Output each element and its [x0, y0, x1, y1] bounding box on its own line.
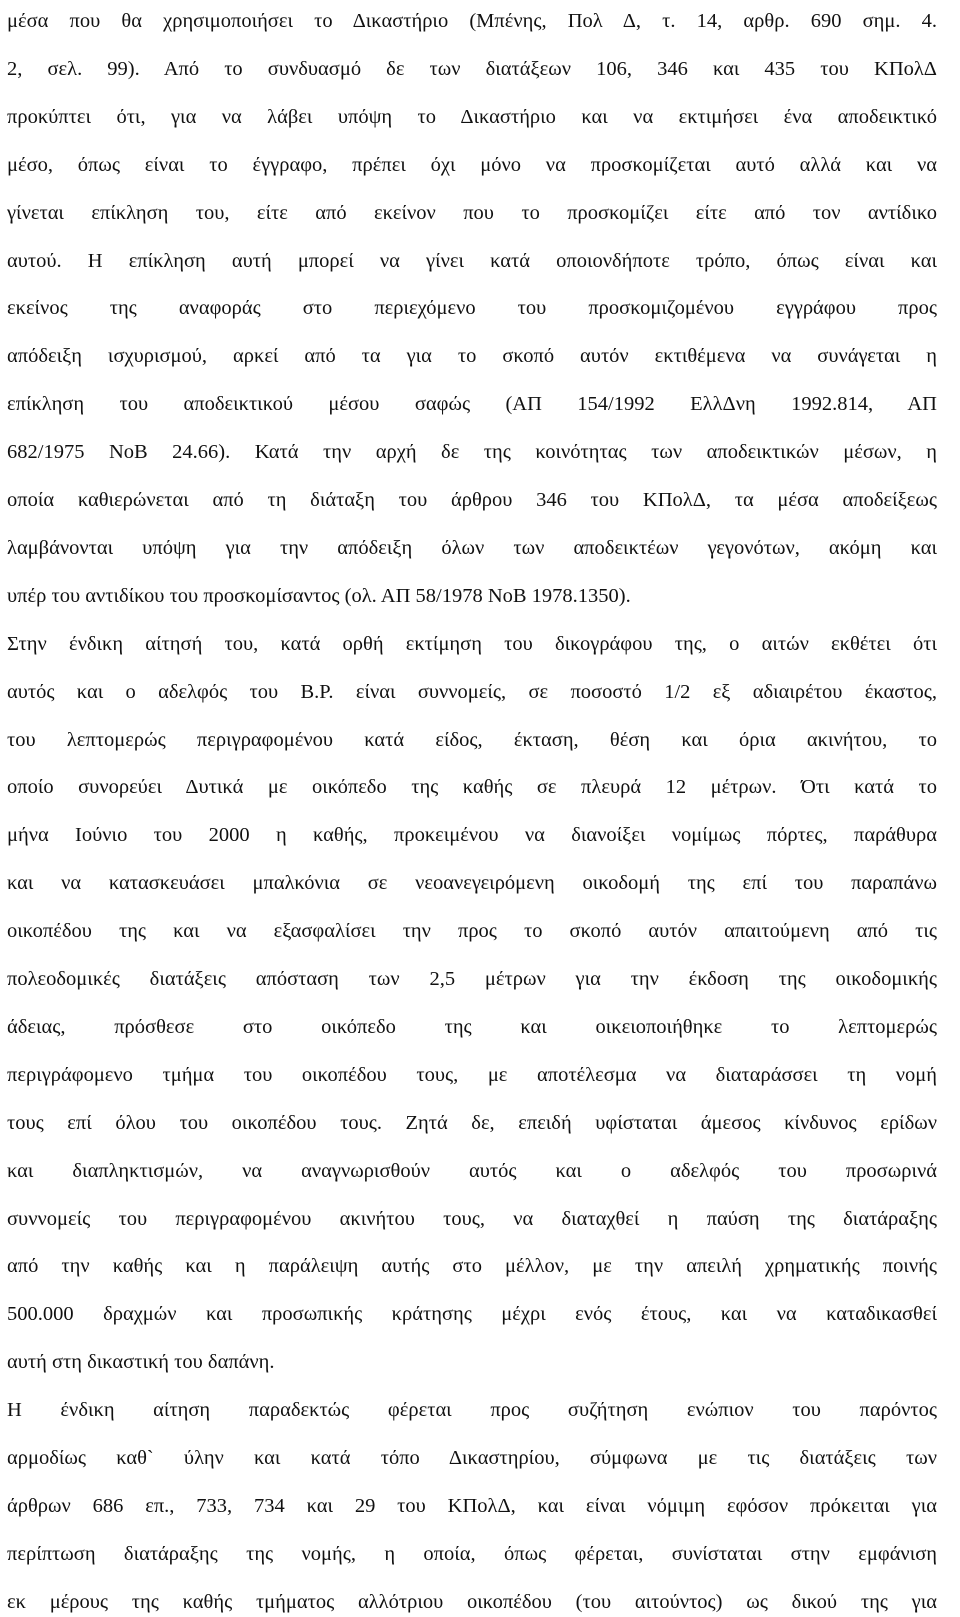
text-line: προκύπτει ότι, για να λάβει υπόψη το Δικαστήριο και να εκτιμήσει ένα αποδεικτικό [7, 105, 937, 128]
text-line: μέσα που θα χρησιμοποιήσει το Δικαστήριο (Μπένης, Πολ Δ, τ. 14, αρθρ. 690 σημ. 4. [7, 10, 937, 32]
text-line: αυτή στη δικαστική του δαπάνη. [7, 1351, 275, 1374]
text-line: άδειας, πρόσθεσε στο οικόπεδο της και οικειοποιήθηκε το λεπτομερώς [7, 1015, 937, 1038]
text-line: εκείνος της αναφοράς στο περιεχόμενο του προσκομιζομένου εγγράφου προς [7, 297, 937, 320]
text-line: Στην ένδικη αίτησή του, κατά ορθή εκτίμηση του δικογράφου της, ο αιτών εκθέτει ότι [7, 632, 937, 655]
text-line: 2, σελ. 99). Από το συνδυασμό δε των διατάξεων 106, 346 και 435 του ΚΠολΔ [7, 57, 937, 80]
text-line: και να κατασκευάσει μπαλκόνια σε νεοανεγειρόμενη οικοδομή της επί του παραπάνω [7, 872, 937, 895]
text-line: από την καθής και η παράλειψη αυτής στο μέλλον, με την απειλή χρηματικής ποινής [7, 1255, 937, 1278]
text-line: εκ μέρους της καθής τμήματος αλλότριου οικοπέδου (του αιτούντος) ως δικού της για [7, 1590, 937, 1613]
text-line: 682/1975 ΝοΒ 24.66). Κατά την αρχή δε της κοινότητας των αποδεικτικών μέσων, η [7, 441, 937, 464]
text-line: επίκληση του αποδεικτικού μέσου σαφώς (ΑΠ 154/1992 ΕλλΔνη 1992.814, ΑΠ [7, 393, 937, 416]
text-line: αυτός και ο αδελφός του Β.Ρ. είναι συννομείς, σε ποσοστό 1/2 εξ αδιαιρέτου έκαστος, [7, 680, 937, 703]
text-line: μέσο, όπως είναι το έγγραφο, πρέπει όχι μόνο να προσκομίζεται αυτό αλλά και να [7, 153, 937, 176]
text-line: πολεοδομικές διατάξεις απόσταση των 2,5 μέτρων για την έκδοση της οικοδομικής [7, 968, 937, 990]
text-line: υπέρ του αντιδίκου του προσκομίσαντος (ολ. ΑΠ 58/1978 ΝοΒ 1978.1350). [7, 584, 631, 607]
text-line: λαμβάνονται υπόψη για την απόδειξη όλων των αποδεικτέων γεγονότων, ακόμη και [7, 536, 937, 559]
text-line: τους επί όλου του οικοπέδου τους. Ζητά δε, επειδή υφίσταται άμεσος κίνδυνος ερίδων [7, 1111, 937, 1134]
text-line: και διαπληκτισμών, να αναγνωρισθούν αυτός και ο αδελφός του προσωρινά [7, 1159, 937, 1182]
text-line: αρμοδίως καθ` ύλην και κατά τόπο Δικαστηρίου, σύμφωνα με τις διατάξεις των [7, 1447, 937, 1469]
text-line: οποία καθιερώνεται από τη διάταξη του άρθρου 346 του ΚΠολΔ, τα μέσα αποδείξεως [7, 489, 937, 511]
text-line: αυτού. Η επίκληση αυτή μπορεί να γίνει κατά οποιονδήποτε τρόπο, όπως είναι και [7, 249, 937, 272]
text-line: 500.000 δραχμών και προσωπικής κράτησης μέχρι ενός έτους, και να καταδικασθεί [7, 1303, 937, 1326]
text-line: συννομείς του περιγραφομένου ακινήτου τους, να διαταχθεί η παύση της διατάραξης [7, 1207, 937, 1230]
text-line: οποίο συνορεύει Δυτικά με οικόπεδο της καθής σε πλευρά 12 μέτρων. Ότι κατά το [7, 776, 937, 799]
text-line: άρθρων 686 επ., 733, 734 και 29 του ΚΠολΔ, και είναι νόμιμη εφόσον πρόκειται για [7, 1494, 937, 1517]
text-line: του λεπτομερώς περιγραφομένου κατά είδος, έκταση, θέση και όρια ακινήτου, το [7, 728, 937, 751]
text-line: Η ένδικη αίτηση παραδεκτώς φέρεται προς συζήτηση ενώπιον του παρόντος [7, 1399, 937, 1422]
text-line: απόδειξη ισχυρισμού, αρκεί από τα για το σκοπό αυτόν εκτιθέμενα να συνάγεται η [7, 345, 937, 368]
text-line: περιγράφομενο τμήμα του οικοπέδου τους, με αποτέλεσμα να διαταράσσει τη νομή [7, 1063, 937, 1086]
text-line: γίνεται επίκληση του, είτε από εκείνον που το προσκομίζει είτε από τον αντίδικο [7, 201, 937, 224]
text-line: μήνα Ιούνιο του 2000 η καθής, προκειμένου να διανοίξει νομίμως πόρτες, παράθυρα [7, 824, 937, 847]
text-line: οικοπέδου της και να εξασφαλίσει την προς το σκοπό αυτόν απαιτούμενη από τις [7, 920, 937, 943]
text-line: περίπτωση διατάραξης της νομής, η οποία, όπως φέρεται, συνίσταται στην εμφάνιση [7, 1542, 937, 1565]
